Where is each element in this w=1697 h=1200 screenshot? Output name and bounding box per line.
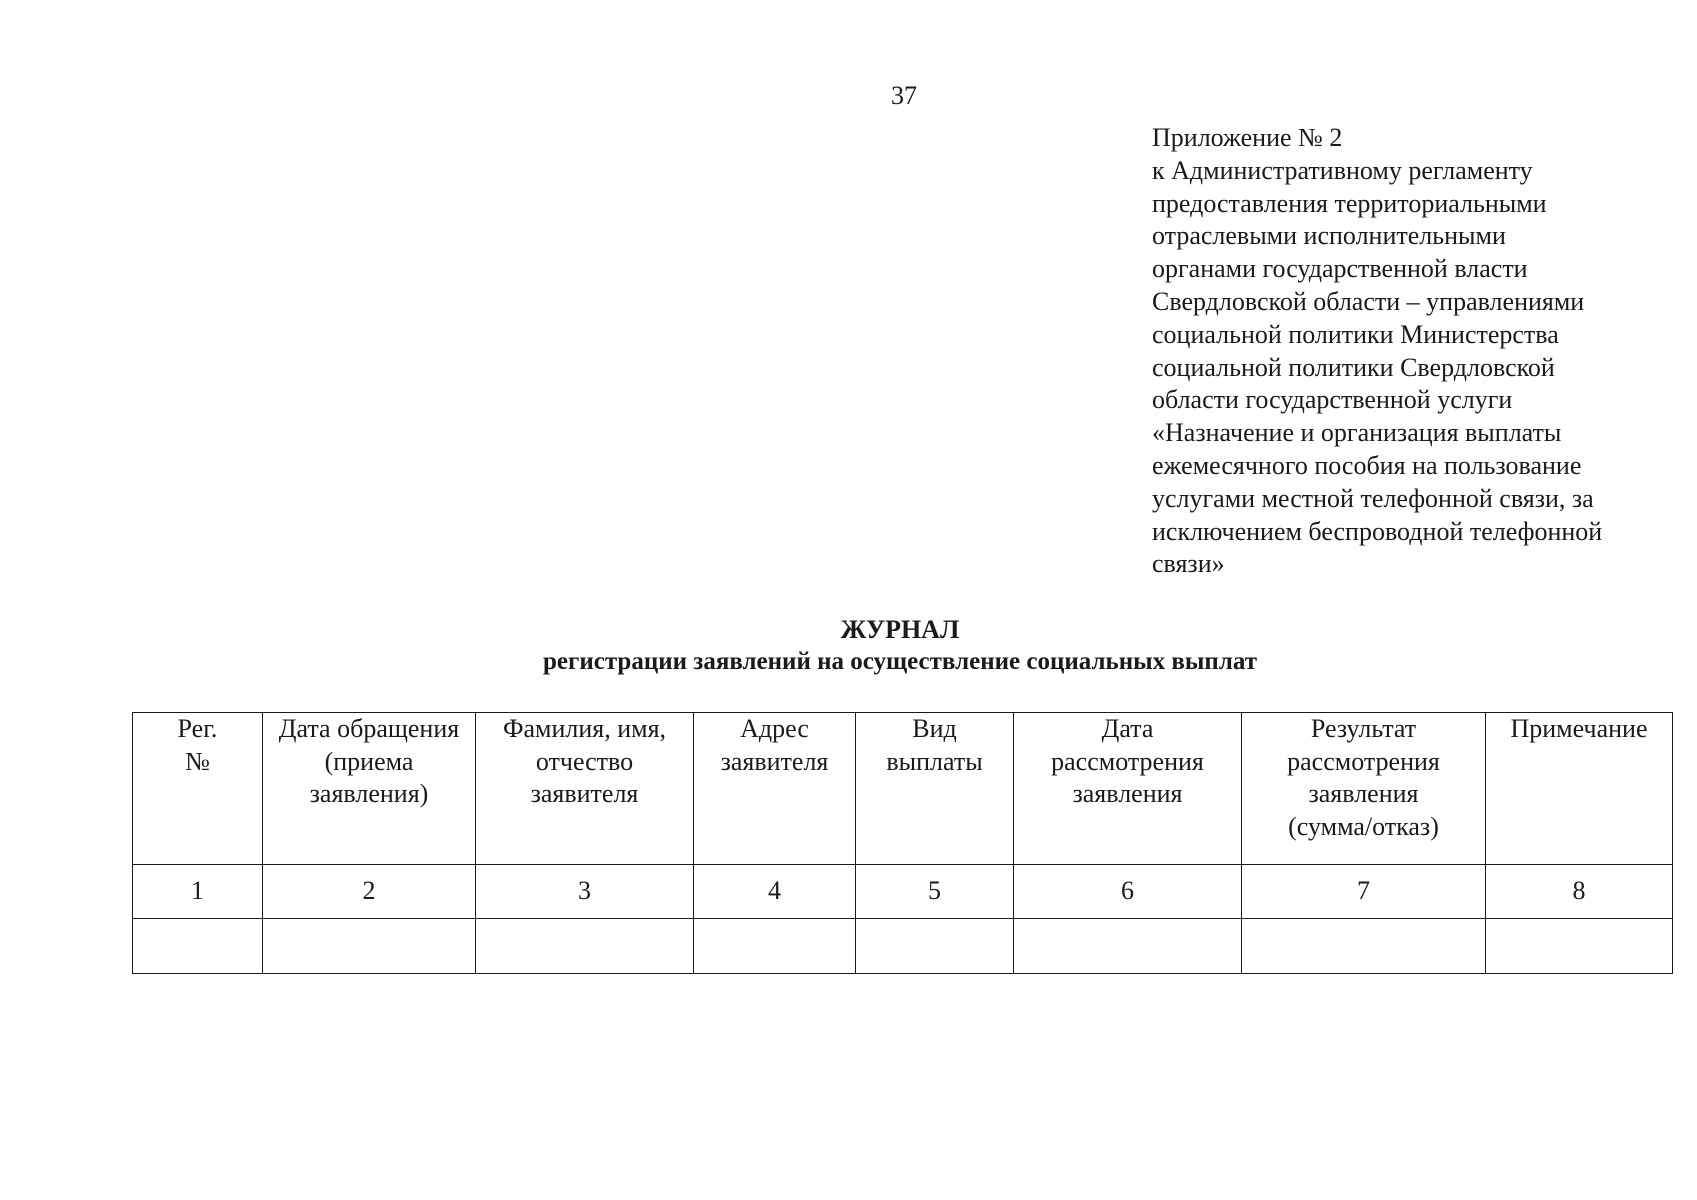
table-column-number: 1 — [133, 865, 263, 919]
table-cell[interactable] — [694, 919, 856, 974]
table-column-number: 7 — [1242, 865, 1486, 919]
appendix-line: связи» — [1152, 549, 1225, 579]
table-header-text: (сумма/отказ) — [1288, 811, 1439, 841]
appendix-line: социальной политики Министерства — [1152, 319, 1559, 349]
table-header-text: заявления) — [309, 779, 429, 808]
table-header-cell — [1014, 713, 1242, 865]
appendix-line: социальной политики Свердловской — [1152, 352, 1555, 382]
table-header-cell — [856, 713, 1014, 865]
table-header-cell — [1486, 713, 1673, 865]
table-header-cell — [1242, 713, 1486, 865]
table-cell[interactable] — [1486, 919, 1673, 974]
appendix-line: «Назначение и организация выплаты — [1152, 418, 1562, 448]
table-column-number: 3 — [476, 865, 694, 919]
table-header-text: Результат — [1310, 714, 1417, 743]
table-header-text: заявления — [1308, 779, 1419, 808]
table-header-cell — [133, 713, 263, 865]
table-header-text: Рег. — [177, 714, 218, 743]
table-header-text: заявителя — [720, 746, 829, 776]
journal-subtitle: регистрации заявлений на осуществление социальных выплат — [542, 648, 1257, 675]
table-header-text: № — [185, 746, 210, 776]
table-column-number: 5 — [856, 865, 1014, 919]
appendix-line: исключением беспроводной телефонной — [1152, 516, 1603, 546]
appendix-line: предоставления территориальными — [1152, 188, 1547, 218]
table-header-cell — [263, 713, 476, 865]
table-header-text: (приема — [324, 746, 414, 776]
table-header-text: рассмотрения — [1051, 746, 1204, 776]
table-column-number: 4 — [694, 865, 856, 919]
journal-title: ЖУРНАЛ — [840, 615, 960, 644]
table-header-text: рассмотрения — [1287, 746, 1440, 776]
table-header-text: Примечание — [1510, 714, 1648, 743]
table-header-text: отчество — [535, 746, 634, 776]
table-cell[interactable] — [1014, 919, 1242, 974]
table-column-number-row — [133, 865, 1673, 919]
table-header-text: Дата — [1101, 714, 1154, 743]
table-header-row — [133, 713, 1673, 865]
table-cell[interactable] — [1242, 919, 1486, 974]
table-header-cell — [694, 713, 856, 865]
table-column-number: 2 — [263, 865, 476, 919]
table-header-text: Дата обращения — [278, 714, 460, 743]
appendix-line: области государственной услуги — [1152, 385, 1513, 415]
appendix-line: ежемесячного пособия на пользование — [1152, 450, 1582, 480]
appendix-block — [1152, 122, 1672, 581]
table-header-text: выплаты — [886, 746, 983, 776]
table-header-cell — [476, 713, 694, 865]
table-header-text: заявителя — [530, 779, 639, 808]
table-cell[interactable] — [856, 919, 1014, 974]
appendix-line: Свердловской области – управлениями — [1152, 286, 1585, 316]
table-cell[interactable] — [133, 919, 263, 974]
appendix-line: отраслевыми исполнительными — [1152, 221, 1506, 251]
table-header-text: Фамилия, имя, — [502, 714, 667, 743]
journal-table — [132, 712, 1673, 974]
table-header-text: Адрес — [740, 714, 809, 743]
appendix-line: органами государственной власти — [1152, 254, 1528, 284]
table-row — [133, 919, 1673, 974]
appendix-line: к Административному регламенту — [1152, 155, 1533, 185]
table-header-text: заявления — [1072, 779, 1183, 808]
table-column-number: 6 — [1014, 865, 1242, 919]
table-cell[interactable] — [263, 919, 476, 974]
page-number: 37 — [891, 81, 917, 110]
appendix-line: Приложение № 2 — [1152, 123, 1343, 152]
table-header-text: Вид — [912, 714, 957, 743]
table-column-number: 8 — [1486, 865, 1673, 919]
table-cell[interactable] — [476, 919, 694, 974]
appendix-line: услугами местной телефонной связи, за — [1152, 483, 1594, 513]
